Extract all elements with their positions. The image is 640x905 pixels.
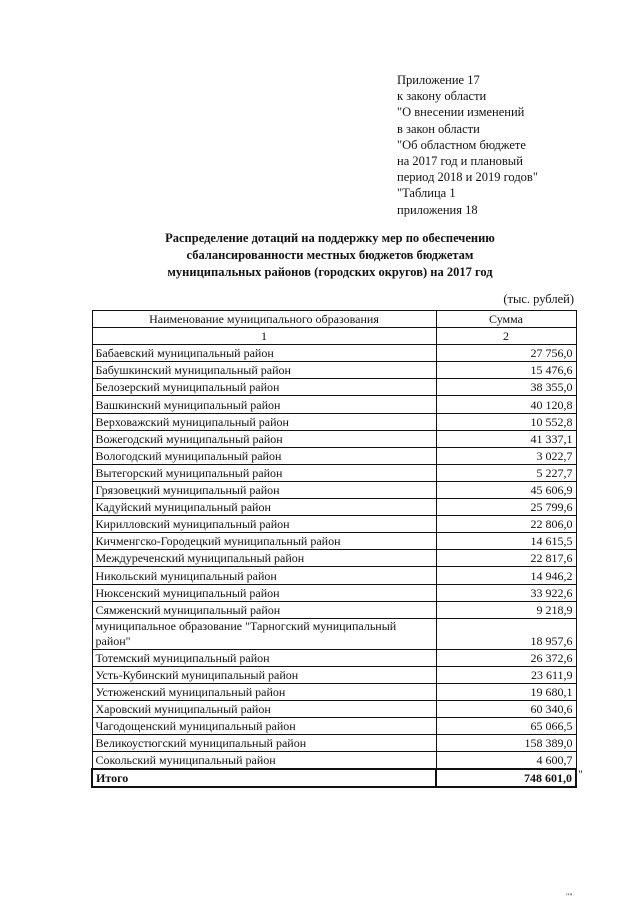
municipality-name: Междуреченский муниципальный район xyxy=(92,550,436,567)
municipality-name: Харовский муниципальный район xyxy=(92,700,436,717)
table-row xyxy=(92,430,576,447)
table-row xyxy=(92,550,576,567)
table-row xyxy=(92,752,576,770)
municipality-name: Сямженский муниципальный район xyxy=(92,601,436,618)
subsidy-amount: 22 806,0 xyxy=(436,516,576,533)
subsidy-amount: 23 611,9 xyxy=(436,666,576,683)
subsidy-amount: 65 066,5 xyxy=(436,718,576,735)
table-row xyxy=(92,516,576,533)
subsidy-amount: 14 615,5 xyxy=(436,533,576,550)
municipality-name: Тотемский муниципальный район xyxy=(92,649,436,666)
table-row xyxy=(92,666,576,683)
subsidy-amount: 33 922,6 xyxy=(436,584,576,601)
table-row xyxy=(92,618,576,649)
title-line: муниципальных районов (городских округов) на 2017 год xyxy=(167,265,493,279)
subsidy-amount: 4 600,7 xyxy=(436,752,576,770)
table-row xyxy=(92,683,576,700)
annex-line: к закону области xyxy=(397,89,487,104)
municipality-name: Кадуйский муниципальный район xyxy=(92,499,436,516)
annex-line: "О внесении изменений xyxy=(397,105,525,120)
subsidy-amount: 14 946,2 xyxy=(436,567,576,584)
municipality-name: муниципальное образование "Тарногский муниципальный район" xyxy=(92,618,436,649)
annex-line: "Таблица 1 xyxy=(397,186,456,201)
subsidy-amount: 9 218,9 xyxy=(436,601,576,618)
municipality-name: Бабушкинский муниципальный район xyxy=(92,362,436,379)
municipality-name: Усть-Кубинский муниципальный район xyxy=(92,666,436,683)
municipality-name: Нюксенский муниципальный район xyxy=(92,584,436,601)
subsidy-amount: 38 355,0 xyxy=(436,379,576,396)
title-line: сбалансированности местных бюджетов бюджетам xyxy=(186,248,474,262)
table-row xyxy=(92,567,576,584)
closing-quote: " xyxy=(578,767,583,782)
total-amount: 748 601,0 xyxy=(436,769,576,787)
table-row xyxy=(92,718,576,735)
municipality-name: Верховажский муниципальный район xyxy=(92,413,436,430)
municipality-name: Вытегорский муниципальный район xyxy=(92,464,436,481)
municipality-name: Кичменгско-Городецкий муниципальный район xyxy=(92,533,436,550)
document-title xyxy=(80,230,580,281)
municipality-name: Вожегодский муниципальный район xyxy=(92,430,436,447)
annex-line: период 2018 и 2019 годов" xyxy=(397,170,538,185)
municipality-name: Кирилловский муниципальный район xyxy=(92,516,436,533)
table-row xyxy=(92,362,576,379)
annex-line: Приложение 17 xyxy=(397,73,480,87)
column-number-2: 2 xyxy=(436,328,576,345)
subsidy-amount: 5 227,7 xyxy=(436,464,576,481)
subsidy-amount: 10 552,8 xyxy=(436,413,576,430)
municipality-name: Вологодский муниципальный район xyxy=(92,447,436,464)
subsidy-amount: 18 957,6 xyxy=(436,618,576,649)
annex-line: "Об областном бюджете xyxy=(397,137,526,152)
annex-line: на 2017 год и плановый xyxy=(397,154,523,169)
subsidy-amount: 27 756,0 xyxy=(436,345,576,362)
subsidy-amount: 19 680,1 xyxy=(436,683,576,700)
table-row xyxy=(92,735,576,752)
subsidy-table xyxy=(91,310,577,788)
municipality-name: Бабаевский муниципальный район xyxy=(92,345,436,362)
table-row xyxy=(92,345,576,362)
municipality-name: Сокольский муниципальный район xyxy=(92,752,436,770)
municipality-name: Великоустюгский муниципальный район xyxy=(92,735,436,752)
subsidy-amount: 60 340,6 xyxy=(436,700,576,717)
subsidy-amount: 41 337,1 xyxy=(436,430,576,447)
annex-line: в закон области xyxy=(397,121,480,136)
title-line: Распределение дотаций на поддержку мер по обеспечению xyxy=(165,231,495,245)
subsidy-amount: 40 120,8 xyxy=(436,396,576,413)
subsidy-amount: 3 022,7 xyxy=(436,447,576,464)
annex-reference xyxy=(397,72,627,218)
table-row xyxy=(92,396,576,413)
page-bottom-mark: "" xyxy=(566,892,573,901)
table-row xyxy=(92,379,576,396)
total-row xyxy=(92,769,576,787)
municipality-name: Грязовецкий муниципальный район xyxy=(92,481,436,498)
table-row xyxy=(92,413,576,430)
total-label: Итого xyxy=(92,769,436,787)
column-header-amount: Сумма xyxy=(436,311,576,328)
table-row xyxy=(92,464,576,481)
municipality-name: Чагодощенский муниципальный район xyxy=(92,718,436,735)
municipality-name: Никольский муниципальный район xyxy=(92,567,436,584)
column-number-1: 1 xyxy=(92,328,436,345)
table-row xyxy=(92,649,576,666)
table-row xyxy=(92,584,576,601)
subsidy-amount: 25 799,6 xyxy=(436,499,576,516)
column-header-name: Наименование муниципального образования xyxy=(92,311,436,328)
subsidy-amount: 22 817,6 xyxy=(436,550,576,567)
column-number-row xyxy=(92,328,576,345)
municipality-name: Белозерский муниципальный район xyxy=(92,379,436,396)
municipality-name: Устюженский муниципальный район xyxy=(92,683,436,700)
table-row xyxy=(92,700,576,717)
table-row xyxy=(92,499,576,516)
table-row xyxy=(92,601,576,618)
subsidy-amount: 158 389,0 xyxy=(436,735,576,752)
subsidy-amount: 26 372,6 xyxy=(436,649,576,666)
municipality-name: Вашкинский муниципальный район xyxy=(92,396,436,413)
table-row xyxy=(92,533,576,550)
subsidy-amount: 45 606,9 xyxy=(436,481,576,498)
units-label: (тыс. рублей) xyxy=(503,292,574,306)
table-header-row xyxy=(92,311,576,328)
table-row xyxy=(92,481,576,498)
subsidy-amount: 15 476,6 xyxy=(436,362,576,379)
table-row xyxy=(92,447,576,464)
annex-line: приложения 18 xyxy=(397,202,478,217)
